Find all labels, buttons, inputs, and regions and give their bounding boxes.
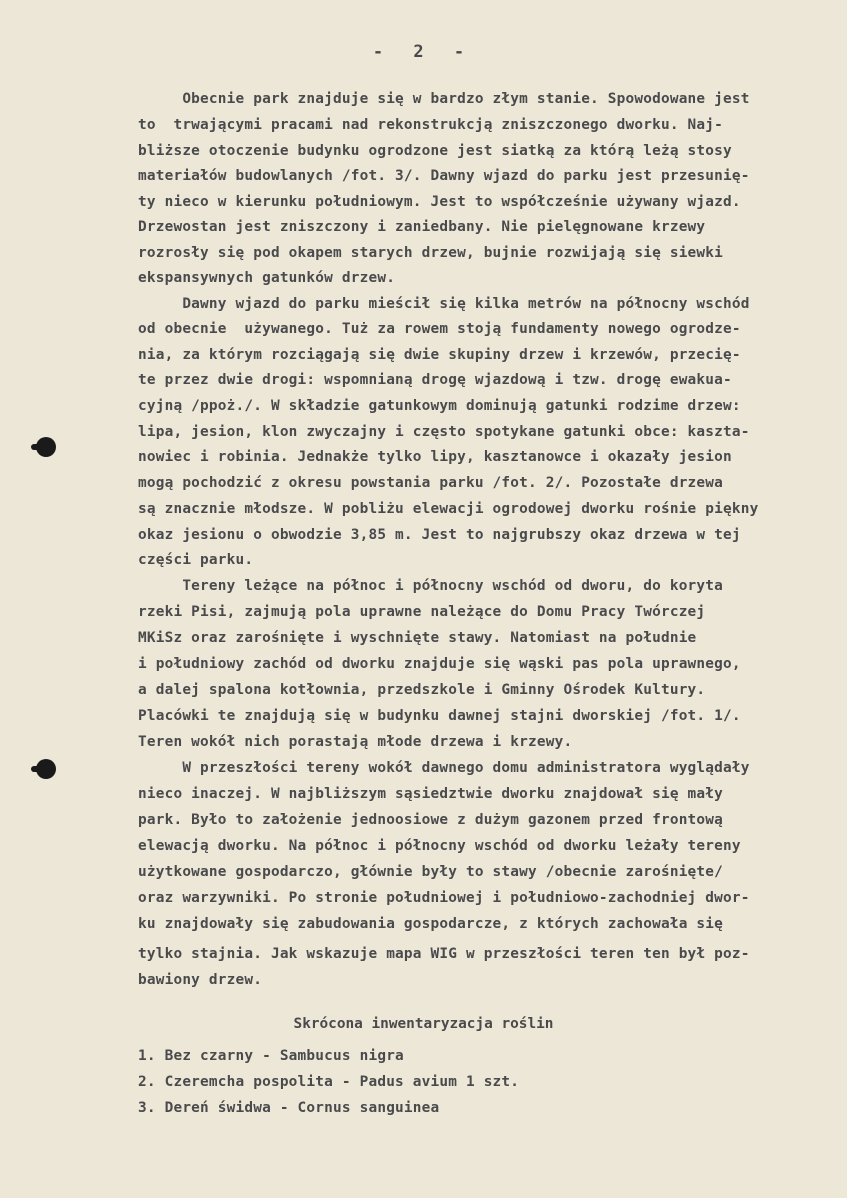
punch-hole <box>36 759 56 779</box>
text-line: cyjną /ppoż./. W składzie gatunkowym dominują gatunki rodzime drzew: <box>138 398 741 414</box>
text-line: a dalej spalona kotłownia, przedszkole i Gminny Ośrodek Kultury. <box>138 682 706 698</box>
text-line: Placówki te znajdują się w budynku dawnej stajni dworskiej /fot. 1/. <box>138 708 741 724</box>
text-line: rozrosły się pod okapem starych drzew, bujnie rozwijają się siewki <box>138 245 724 261</box>
text-line: MKiSz oraz zarośnięte i wyschnięte stawy. Natomiast na południe <box>138 630 697 646</box>
text-line: od obecnie używanego. Tuż za rowem stoją fundamenty nowego ogrodze- <box>138 321 741 337</box>
text-line: materiałów budowlanych /fot. 3/. Dawny wjazd do parku jest przesunię- <box>138 168 750 184</box>
list-item: 1. Bez czarny - Sambucus nigra <box>138 1048 404 1064</box>
text-line: części parku. <box>138 552 254 568</box>
text-line: lipa, jesion, klon zwyczajny i często spotykane gatunki obce: kaszta- <box>138 424 750 440</box>
text-line: tylko stajnia. Jak wskazuje mapa WIG w przeszłości teren ten był poz- <box>138 946 750 962</box>
text-line: nowiec i robinia. Jednakże tylko lipy, kasztanowce i okazały jesion <box>138 449 732 465</box>
text-line: Dawny wjazd do parku mieścił się kilka metrów na północny wschód <box>138 296 750 312</box>
punch-hole <box>36 437 56 457</box>
text-line: ekspansywnych gatunków drzew. <box>138 270 396 286</box>
text-line: bliższe otoczenie budynku ogrodzone jest siatką za którą leżą stosy <box>138 143 732 159</box>
text-line: mogą pochodzić z okresu powstania parku /fot. 2/. Pozostałe drzewa <box>138 475 724 491</box>
text-line: są znacznie młodsze. W pobliżu elewacji ogrodowej dworku rośnie piękny <box>138 501 759 517</box>
text-line: elewacją dworku. Na północ i północny wschód od dworku leżały tereny <box>138 838 741 854</box>
page-number: - 2 - <box>372 42 475 62</box>
list-item: 2. Czeremcha pospolita - Padus avium 1 szt. <box>138 1074 520 1090</box>
section-heading: Skrócona inwentaryzacja roślin <box>293 1016 554 1032</box>
text-line: to trwającymi pracami nad rekonstrukcją zniszczonego dworku. Naj- <box>138 117 724 133</box>
text-line: okaz jesionu o obwodzie 3,85 m. Jest to najgrubszy okaz drzewa w tej <box>138 527 741 543</box>
text-line: rzeki Pisi, zajmują pola uprawne należące do Domu Pracy Twórczej <box>138 604 706 620</box>
text-line: użytkowane gospodarczo, głównie były to stawy /obecnie zarośnięte/ <box>138 864 724 880</box>
text-line: ku znajdowały się zabudowania gospodarcze, z których zachowała się <box>138 916 724 932</box>
text-line: oraz warzywniki. Po stronie południowej i południowo-zachodniej dwor- <box>138 890 750 906</box>
text-line: bawiony drzew. <box>138 972 263 988</box>
text-line: nieco inaczej. W najbliższym sąsiedztwie dworku znajdował się mały <box>138 786 724 802</box>
text-line: W przeszłości tereny wokół dawnego domu administratora wyglądały <box>138 760 750 776</box>
text-line: Drzewostan jest zniszczony i zaniedbany. Nie pielęgnowane krzewy <box>138 219 706 235</box>
text-line: Teren wokół nich porastają młode drzewa i krzewy. <box>138 734 573 750</box>
text-line: Tereny leżące na północ i północny wschód od dworu, do koryta <box>138 578 724 594</box>
text-line: i południowy zachód od dworku znajduje się wąski pas pola uprawnego, <box>138 656 741 672</box>
text-line: park. Było to założenie jednoosiowe z dużym gazonem przed frontową <box>138 812 724 828</box>
list-item: 3. Dereń świdwa - Cornus sanguinea <box>138 1100 440 1116</box>
text-line: ty nieco w kierunku południowym. Jest to współcześnie używany wjazd. <box>138 194 741 210</box>
text-line: Obecnie park znajduje się w bardzo złym stanie. Spowodowane jest <box>138 91 750 107</box>
text-line: te przez dwie drogi: wspomnianą drogę wjazdową i tzw. drogę ewakua- <box>138 372 732 388</box>
text-line: nia, za którym rozciągają się dwie skupiny drzew i krzewów, przecię- <box>138 347 741 363</box>
